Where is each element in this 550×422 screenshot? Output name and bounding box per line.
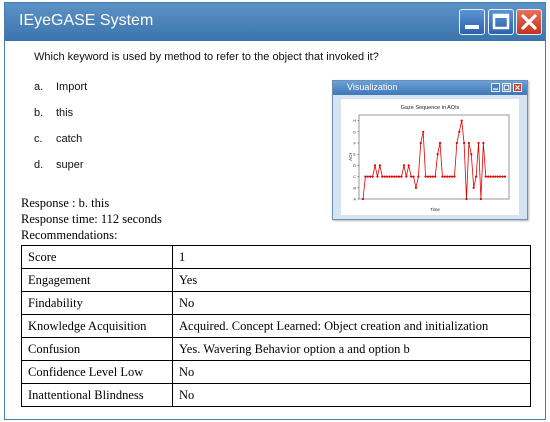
data-point [367,176,369,178]
results-table [21,245,531,407]
data-point [499,176,501,178]
chart-title: Gaze Sequence in AOIs [400,105,460,111]
data-point [424,176,426,178]
result-key: Confidence Level Low [22,361,173,384]
data-point [422,131,424,133]
data-point [376,176,378,178]
data-point [497,176,499,178]
result-value: No [173,361,531,384]
option-d[interactable] [34,159,84,171]
data-point [398,176,400,178]
response-answer: Response : b. this [21,196,110,210]
data-point [439,142,441,144]
option-label: catch [56,133,83,145]
data-point [492,176,494,178]
data-point [477,142,479,144]
viz-maximize-button[interactable] [502,83,511,92]
result-key: Engagement [22,269,173,292]
data-point [410,176,412,178]
y-tick-label: D [353,162,356,168]
result-key: Knowledge Acquisition [22,315,173,338]
data-point [470,153,472,155]
data-point [504,176,506,178]
data-point [441,176,443,178]
option-label: Import [56,81,88,93]
table-row [22,269,531,292]
data-point [501,176,503,178]
data-point [482,142,484,144]
data-point [369,176,371,178]
data-point [405,176,407,178]
visualization-window [332,80,528,220]
data-point [463,142,465,144]
data-point [465,198,467,200]
data-point [386,176,388,178]
close-icon [514,84,521,91]
data-point [487,176,489,178]
data-point [396,176,398,178]
data-point [417,176,419,178]
window-title: IEyeGASE System [19,12,154,29]
option-a[interactable] [34,81,87,93]
close-button[interactable] [516,9,542,35]
option-letter: a. [34,81,44,93]
data-point [432,176,434,178]
option-letter: b. [34,107,44,119]
option-letter: c. [34,133,43,145]
data-point [374,164,376,166]
visualization-title-bar[interactable] [333,81,527,95]
data-point [475,176,477,178]
data-point [489,176,491,178]
title-bar[interactable] [5,3,545,41]
close-icon [517,10,541,34]
visualization-title: Visualization [347,82,398,92]
data-point [485,176,487,178]
data-point [468,142,470,144]
data-point [449,176,451,178]
result-key: Confusion [22,338,173,361]
question-text: Which keyword is used by method to refer to the object that invoked it? [34,51,379,63]
response-time: Response time: 112 seconds [21,212,162,226]
data-point [412,176,414,178]
data-point [451,176,453,178]
data-point [446,176,448,178]
option-label: super [56,159,84,171]
data-point [393,176,395,178]
viz-minimize-button[interactable] [491,83,500,92]
result-key: Inattentional Blindness [22,384,173,407]
gaze-chart-area [341,99,519,215]
viz-close-button[interactable] [513,83,522,92]
data-point [379,164,381,166]
plot-frame [359,115,509,199]
result-value: 1 [173,246,531,269]
chart-ylabel: AOI [348,153,353,161]
table-row [22,292,531,315]
table-row [22,338,531,361]
maximize-icon [503,84,510,91]
maximize-icon [489,10,513,34]
table-row [22,246,531,269]
data-point [391,176,393,178]
y-tick-label: C [353,174,356,180]
y-tick-label: H [353,118,356,124]
data-point [427,176,429,178]
chart-xlabel: Time [430,207,440,212]
data-point [408,164,410,166]
data-point [384,176,386,178]
minimize-button[interactable] [459,9,485,35]
data-point [364,176,366,178]
data-point [381,176,383,178]
data-point [461,120,463,122]
data-point [403,164,405,166]
data-point [456,142,458,144]
option-b[interactable] [34,107,73,119]
result-value: Yes. Wavering Behavior option a and option b [173,338,531,361]
data-point [434,176,436,178]
minimize-icon [460,10,484,34]
series-line [363,121,505,199]
data-point [429,176,431,178]
y-tick-label: A [353,196,356,202]
data-point [473,187,475,189]
option-letter: d. [34,159,44,171]
data-point [437,153,439,155]
y-tick-label: G [352,129,356,135]
table-row [22,361,531,384]
data-point [388,176,390,178]
data-point [372,176,374,178]
data-point [480,198,482,200]
result-key: Findability [22,292,173,315]
y-tick-label: B [353,185,356,191]
data-point [444,176,446,178]
result-value: Acquired. Concept Learned: Object creation and initialization [173,315,531,338]
maximize-button[interactable] [488,9,514,35]
data-point [415,187,417,189]
recommendations-label: Recommendations: [21,228,118,242]
table-row [22,384,531,407]
option-label: this [56,107,74,119]
table-row [22,315,531,338]
option-c[interactable] [34,133,82,145]
data-point [400,176,402,178]
data-point [362,198,364,200]
data-point [458,131,460,133]
minimize-icon [492,84,499,91]
data-point [494,176,496,178]
result-key: Score [22,246,173,269]
y-tick-label: E [353,151,356,157]
y-tick-label: F [353,140,356,146]
result-value: Yes [173,269,531,292]
data-point [453,176,455,178]
result-value: No [173,384,531,407]
data-point [420,142,422,144]
result-value: No [173,292,531,315]
gaze-sequence-chart [341,99,519,215]
